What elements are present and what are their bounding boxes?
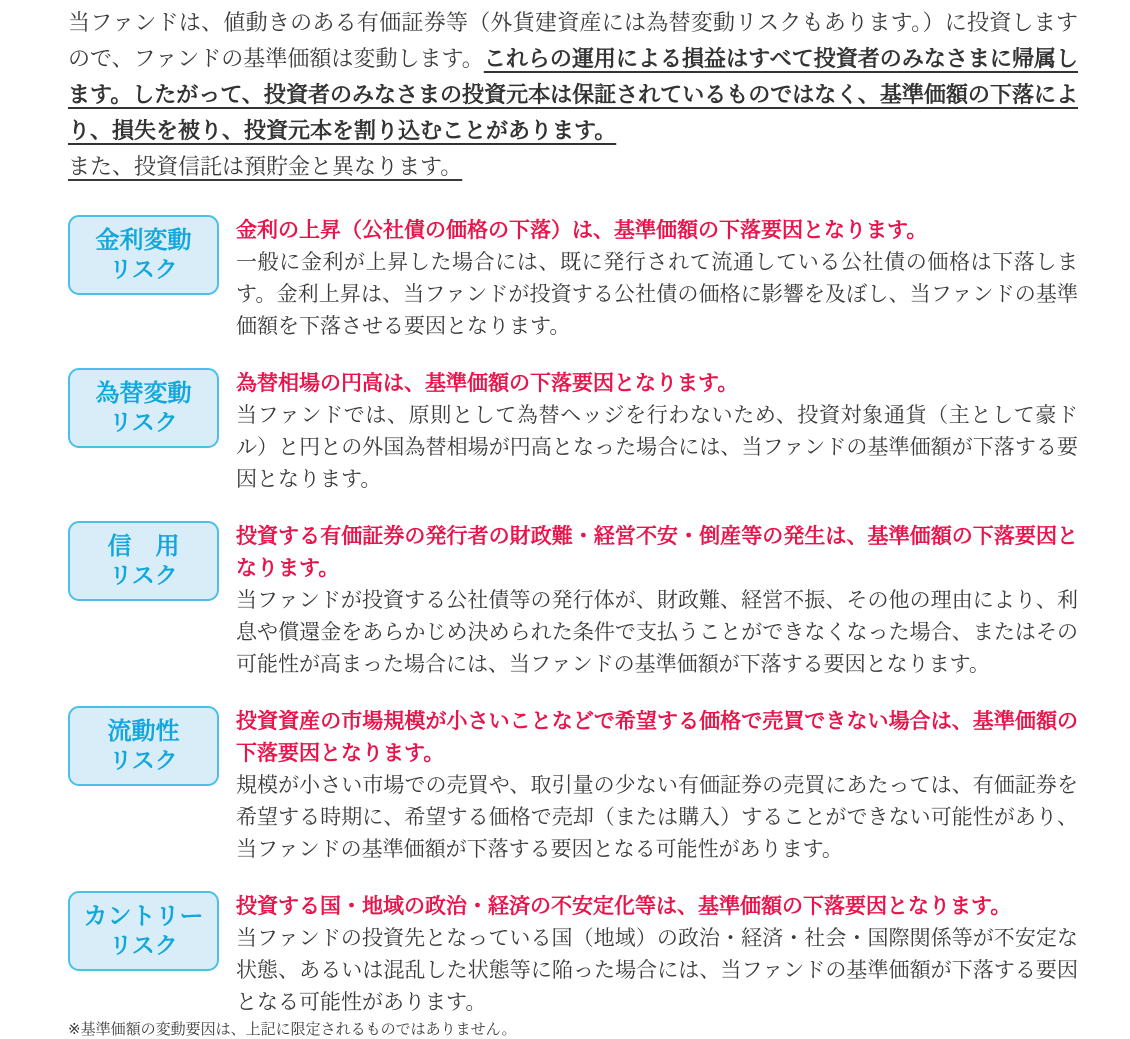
intro-second-line: [68, 149, 1078, 185]
risk-headline: 投資する国・地域の政治・経済の不安定化等は、基準価額の下落要因となります。: [236, 895, 1012, 918]
risk-text-liquidity: [236, 706, 1078, 866]
risk-body: 当ファンドの投資先となっている国（地域）の政治・経済・社会・国際関係等が不安定な状態、あるいは混乱した状態等に陥った場合には、当ファンドの基準価額が下落する要因となる可能性があります。: [236, 927, 1078, 1014]
risk-body: 規模が小さい市場での売買や、取引量の少ない有価証券の売買にあたっては、有価証券を希望する時期に、希望する価格で売却（または購入）することができない可能性があり、当ファンドの基準価額が下落する要因となる可能性があります。: [236, 774, 1078, 861]
risk-label-interest-rate: [68, 215, 219, 295]
risk-label-liquidity: [68, 706, 219, 786]
risk-headline: 為替相場の円高は、基準価額の下落要因となります。: [236, 372, 739, 395]
intro-bold-underlined-text: これらの運用による損益はすべて投資者のみなさまに帰属します。したがって、投資者のみなさまの投資元本は保証されているものではなく、基準価額の下落により、損失を被り、投資元本を割り込むことがあります。: [68, 46, 1078, 143]
risk-headline: 金利の上昇（公社債の価格の下落）は、基準価額の下落要因となります。: [236, 219, 928, 242]
risk-label-line2: リスク: [109, 747, 178, 773]
risk-label-line2: リスク: [109, 562, 178, 588]
risk-headline: 投資資産の市場規模が小さいことなどで希望する価格で売買できない場合は、基準価額の下落要因となります。: [236, 710, 1078, 765]
risk-text-interest-rate: [236, 215, 1078, 343]
risk-label-line2: リスク: [109, 256, 178, 282]
risk-body: 当ファンドでは、原則として為替ヘッジを行わないため、投資対象通貨（主として豪ドル）と円との外国為替相場が円高となった場合には、当ファンドの基準価額が下落する要因となります。: [236, 404, 1078, 491]
intro-underlined-text: また、投資信託は預貯金と異なります。: [68, 154, 463, 179]
risk-row-liquidity: [68, 706, 1078, 866]
risk-label-country: [68, 891, 219, 971]
risk-row-country: [68, 891, 1078, 1019]
risk-body: 当ファンドが投資する公社債等の発行体が、財政難、経営不振、その他の理由により、利息や償還金をあらかじめ決められた条件で支払うことができなくなった場合、またはその可能性が高まった場合には、当ファンドの基準価額が下落する要因となります。: [236, 589, 1078, 676]
risk-text-exchange-rate: [236, 368, 1078, 496]
risk-label-line2: リスク: [109, 932, 178, 958]
risk-label-line1: 為替変動: [95, 380, 192, 407]
risk-row-interest-rate: [68, 215, 1078, 343]
risk-label-credit: [68, 521, 219, 601]
intro-paragraph: [68, 5, 1078, 149]
intro-regular-text: 当ファンドは、値動きのある有価証券等（外貨建資産には為替変動リスクもあります。）に投資しますので、ファンドの基準価額は変動します。: [68, 10, 1078, 71]
risk-row-credit: [68, 521, 1078, 681]
risk-row-exchange-rate: [68, 368, 1078, 496]
risk-label-line1: 流動性: [107, 718, 180, 745]
risk-text-country: [236, 891, 1078, 1019]
risk-body: 一般に金利が上昇した場合には、既に発行されて流通している公社債の価格は下落します。金利上昇は、当ファンドが投資する公社債の価格に影響を及ぼし、当ファンドの基準価額を下落させる要因となります。: [236, 251, 1078, 338]
risk-label-line1: 金利変動: [95, 227, 192, 254]
risk-headline: 投資する有価証券の発行者の財政難・経営不安・倒産等の発生は、基準価額の下落要因となります。: [236, 525, 1078, 580]
risk-text-credit: [236, 521, 1078, 681]
risk-label-exchange-rate: [68, 368, 219, 448]
footnote: ※基準価額の変動要因は、上記に限定されるものではありません。: [68, 1021, 517, 1038]
risk-label-line1: 信 用: [107, 533, 180, 560]
risk-label-line2: リスク: [109, 409, 178, 435]
risk-label-line1: カントリー: [83, 903, 204, 930]
